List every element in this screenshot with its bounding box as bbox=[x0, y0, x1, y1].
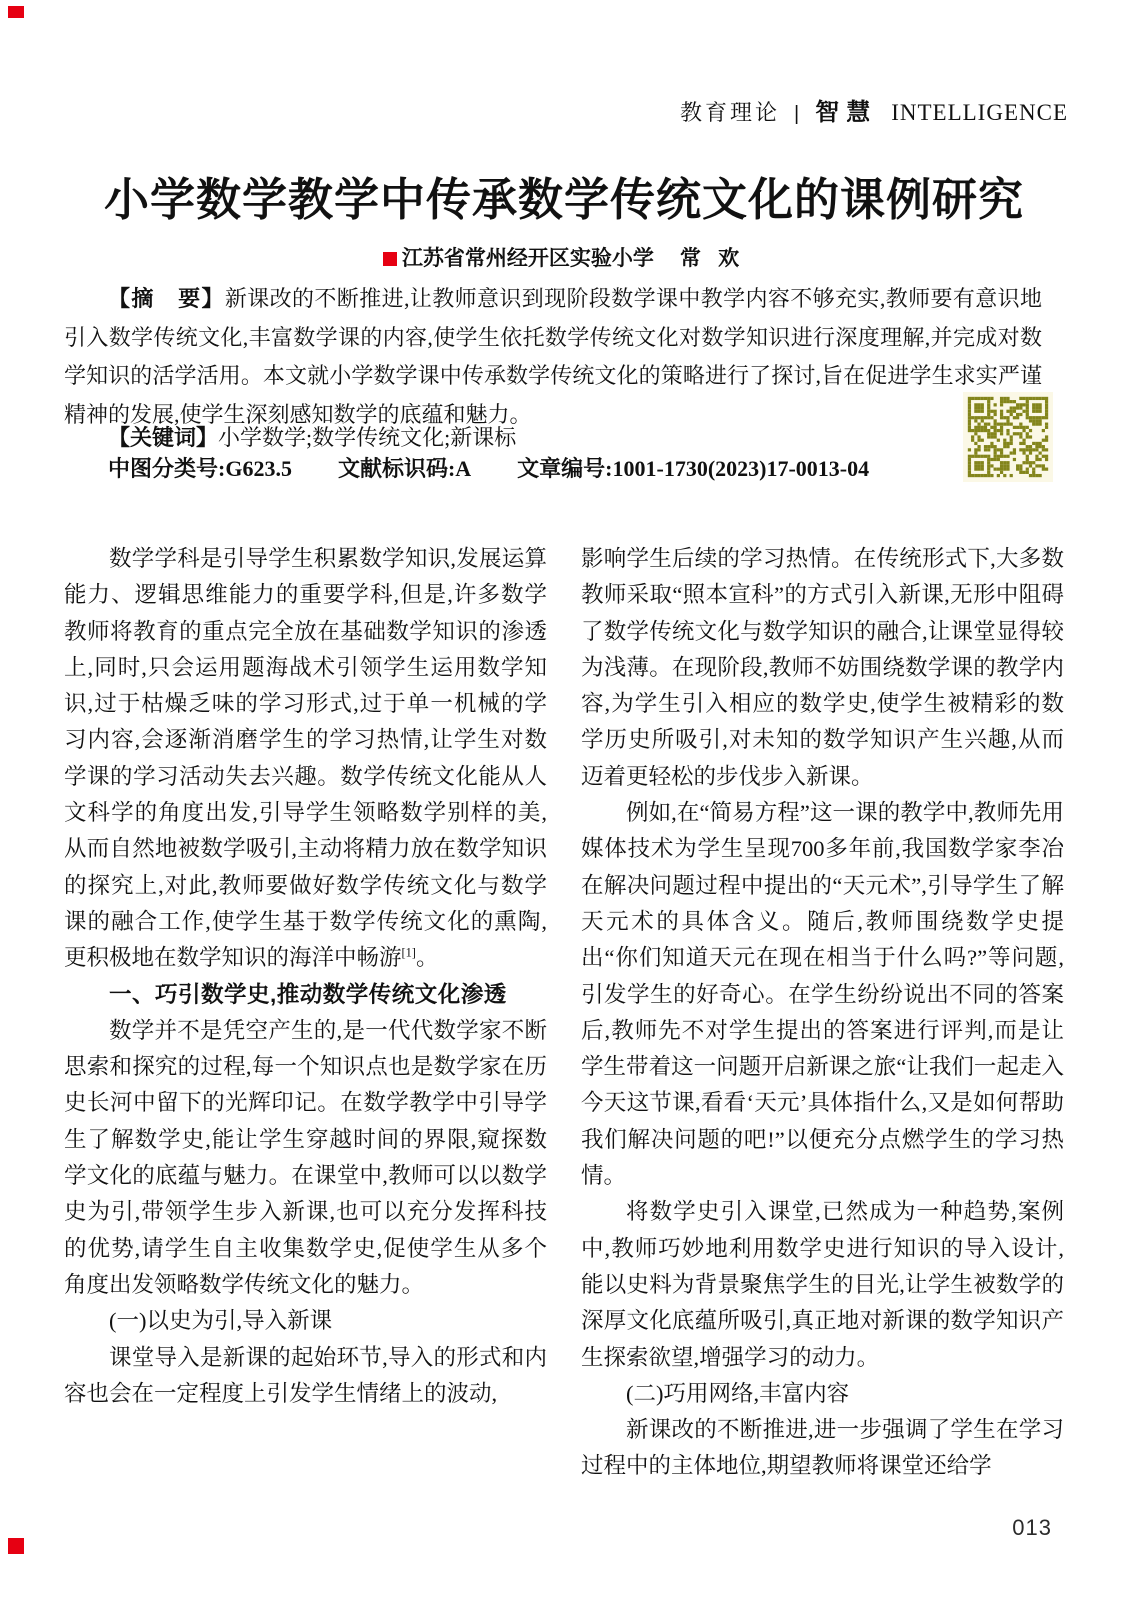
author-line bbox=[0, 242, 1128, 272]
document-code: 文献标识码:A bbox=[337, 456, 472, 481]
section-heading: 一、巧引数学史,推动数学传统文化渗透 bbox=[109, 981, 507, 1007]
clc-number: 中图分类号:G623.5 bbox=[108, 456, 292, 481]
article-id: 文章编号:1001-1730(2023)17-0013-04 bbox=[517, 456, 870, 481]
body-paragraph: 例如,在“简易方程”这一课的教学中,教师先用媒体技术为学生呈现700多年前,我国数学家李冶在解决问题过程中提出的“天元术”,引导学生了解天元术的具体含义。随后,教师围绕数学史提出“你们知道天元在现在相当于什么吗?”等问题,引发学生的好奇心。在学生纷纷说出不同的答案后,教师先不对学生提出的答案进行评判,而是让学生带着这一问题开启新课之旅“让我们一起走入今天这节课,看看‘天元’具体指什么,又是如何帮助我们解决问题的吧!”以便充分点燃学生的学习热情。 bbox=[581, 800, 1064, 1189]
author-name: 常 欢 bbox=[679, 246, 746, 270]
corner-mark-bottom-left bbox=[8, 1538, 24, 1554]
abstract-text: 新课改的不断推进,让教师意识到现阶段数学课中教学内容不够充实,教师要有意识地引入数学传统文化,丰富数学课的内容,使学生依托数学传统文化对数学知识进行深度理解,并完成对数学知识的活学活用。本文就小学数学课中传承数学传统文化的策略进行了探讨,旨在促进学生求实严谨精神的发展,使学生深刻感知数学的底蕴和魅力。 bbox=[64, 286, 1042, 427]
corner-mark-top-left bbox=[8, 6, 24, 18]
header-category: 教育理论 bbox=[679, 100, 780, 125]
keywords-text: 小学数学;数学传统文化;新课标 bbox=[218, 425, 517, 450]
article-body bbox=[64, 541, 1064, 1485]
keywords-line bbox=[64, 421, 824, 452]
body-paragraph: 新课改的不断推进,进一步强调了学生在学习过程中的主体地位,期望教师将课堂还给学 bbox=[581, 1417, 1064, 1479]
classification-line bbox=[64, 452, 964, 483]
body-paragraph: 影响学生后续的学习热情。在传统形式下,大多数教师采取“照本宣科”的方式引入新课,无形中阻碍了数学传统文化与数学知识的融合,让课堂显得较为浅薄。在现阶段,教师不妨围绕数学课的教学内容,为学生引入相应的数学史,使学生被精彩的数学历史所吸引,对未知的数学知识产生兴趣,从而迈着更轻松的步伐步入新课。 bbox=[581, 546, 1064, 789]
section-heading: (二)巧用网络,丰富内容 bbox=[626, 1380, 850, 1406]
abstract-label: 【摘 要】 bbox=[108, 286, 225, 311]
header-divider: | bbox=[794, 103, 800, 125]
abstract bbox=[64, 280, 1042, 434]
page-number: 013 bbox=[1012, 1515, 1052, 1540]
keywords-label: 【关键词】 bbox=[108, 425, 219, 450]
author-affiliation: 江苏省常州经开区实验小学 bbox=[401, 246, 654, 270]
article-title: 小学数学教学中传承数学传统文化的课例研究 bbox=[103, 175, 1024, 225]
header-journal-name: INTELLIGENCE bbox=[891, 100, 1068, 125]
right-column bbox=[581, 541, 1064, 1485]
journal-header bbox=[680, 92, 1068, 127]
body-paragraph: 数学并不是凭空产生的,是一代代数学家不断思索和探究的过程,每一个知识点也是数学家在历史长河中留下的光辉印记。在数学教学中引导学生了解数学史,能让学生穿越时间的界限,窥探数学文化的底蕴与魅力。在课堂中,教师可以以数学史为引,带领学生步入新课,也可以充分发挥科技的优势,请学生自主收集数学史,促使学生从多个角度出发领略数学传统文化的魅力。 bbox=[64, 1017, 547, 1297]
body-paragraph: 数学学科是引导学生积累数学知识,发展运算能力、逻辑思维能力的重要学科,但是,许多数学教师将教育的重点完全放在基础数学知识的渗透上,同时,只会运用题海战术引领学生运用数学知识,过于枯燥乏味的学习形式,过于单一机械的学习内容,会逐渐消磨学生的学习热情,让学生对数学课的学习活动失去兴趣。数学传统文化能从人文科学的角度出发,引导学生领略数学别样的美,从而自然地被数学吸引,主动将精力放在数学知识的探究上,对此,教师要做好数学传统文化与数学课的融合工作,使学生基于数学传统文化的熏陶,更积极地在数学知识的海洋中畅游[1]。 bbox=[64, 546, 547, 971]
qr-code-icon bbox=[963, 392, 1053, 482]
body-paragraph: 课堂导入是新课的起始环节,导入的形式和内容也会在一定程度上引发学生情绪上的波动, bbox=[64, 1344, 547, 1406]
body-paragraph: 将数学史引入课堂,已然成为一种趋势,案例中,教师巧妙地利用数学史进行知识的导入设计,能以史料为背景聚焦学生的目光,让学生被数学的深厚文化底蕴所吸引,真正地对新课的数学知识产生探索欲望,增强学习的动力。 bbox=[581, 1199, 1064, 1370]
section-heading: (一)以史为引,导入新课 bbox=[109, 1308, 333, 1334]
left-column bbox=[64, 541, 547, 1485]
header-section: 智慧 bbox=[815, 99, 878, 126]
author-marker-icon bbox=[383, 252, 397, 266]
